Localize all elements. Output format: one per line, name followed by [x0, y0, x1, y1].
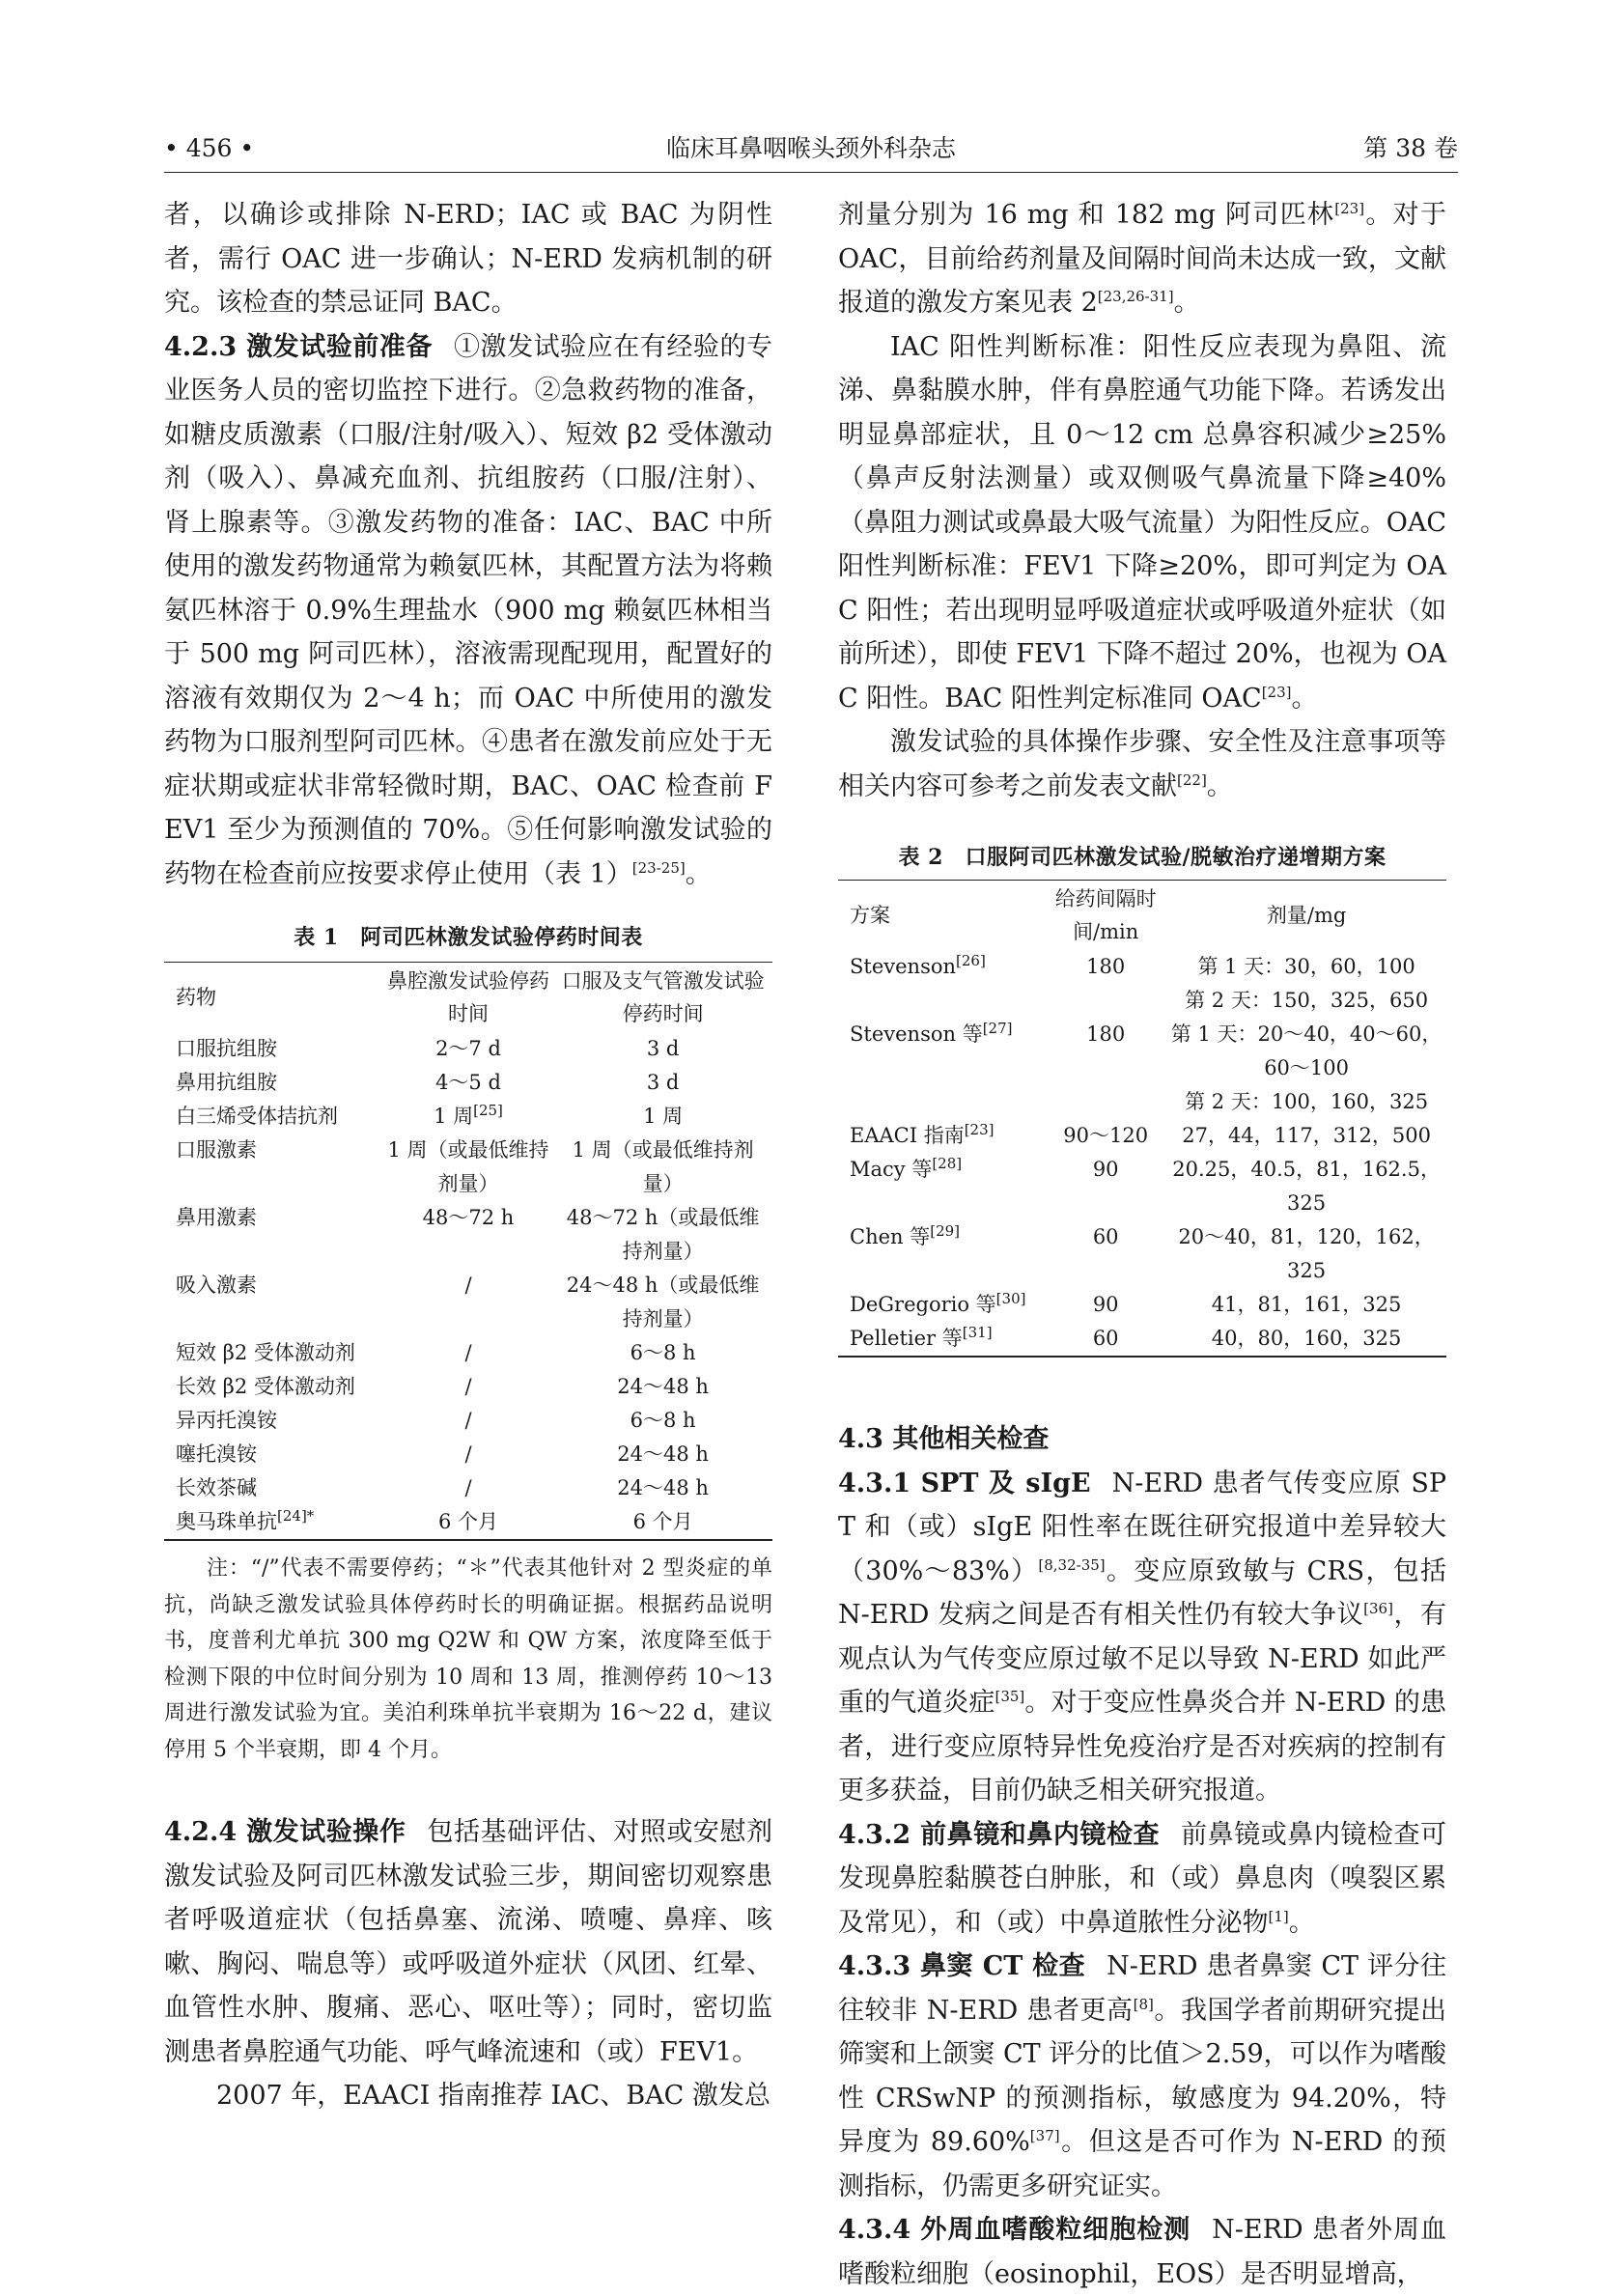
table-row	[838, 1220, 1446, 1288]
citation: [23]	[1334, 200, 1365, 217]
table-row	[164, 1404, 772, 1438]
table-row	[164, 1505, 772, 1540]
dose-line: 第 2 天：100，160，325	[1185, 1090, 1429, 1113]
dose-cell	[1166, 1153, 1446, 1220]
section-4-3-4-heading: 4.3.4 外周血嗜酸粒细胞检测	[838, 2215, 1191, 2245]
table-1-header-drug: 药物	[164, 963, 383, 1033]
dose-cell	[1166, 1220, 1446, 1288]
dose-cell	[1166, 1322, 1446, 1357]
text-run: 。我国学者前期研究提出筛窦和上颌窦 CT 评分的比值＞2.59，可以作为嗜酸性 CRSwNP 的预测指标，敏感度为 94.20%，特异度为 89.60%	[838, 1995, 1447, 2157]
table-row	[838, 1153, 1446, 1220]
drug-cell	[164, 1471, 383, 1505]
drug-cell	[164, 1269, 383, 1336]
text-run: N-ERD 患者气传变应原 SPT 和（或）sIgE 阳性率在既往研究报道中差异较大（30%～83%）	[838, 1468, 1447, 1586]
table-row	[164, 1471, 772, 1505]
drug-cell	[164, 1201, 383, 1269]
paragraph-reference	[838, 720, 1446, 808]
paragraph-continued: 者，以确诊或排除 N-ERD；IAC 或 BAC 为阴性者，需行 OAC 进一步确认；N-ERD 发病机制的研究。该检查的禁忌证同 BAC。	[164, 200, 772, 318]
table-2-header-interval: 给药间隔时间/min	[1045, 881, 1166, 951]
nasal-stop-time: 1 周（或最低维持剂量）	[387, 1138, 549, 1195]
scheme-name: Pelletier 等	[850, 1327, 963, 1350]
oral-stop-cell: 6～8 h	[630, 1341, 696, 1364]
dose-line: 20.25，40.5，81，162.5，325	[1172, 1158, 1441, 1215]
drug-cell	[164, 1066, 383, 1100]
scheme-name: Macy 等	[850, 1158, 933, 1181]
oral-stop-cell: 3 d	[646, 1071, 680, 1094]
scheme-cell	[838, 950, 1045, 1018]
citation: [35]	[995, 1688, 1025, 1705]
interval-cell: 90	[1092, 1158, 1119, 1181]
drug-cell	[164, 1505, 383, 1540]
nasal-stop-cell	[383, 1505, 553, 1540]
citation: [28]	[932, 1155, 963, 1172]
oral-stop-cell: 3 d	[646, 1037, 680, 1060]
drug-name: 口服激素	[176, 1138, 257, 1162]
citation: [31]	[962, 1324, 993, 1341]
nasal-stop-time: /	[464, 1375, 472, 1398]
section-4-3-3	[838, 1945, 1446, 2208]
text-run: N-ERD 患者外周血嗜酸粒细胞（eosinophil，EOS）是否明显增高，	[838, 2215, 1446, 2289]
table-1-title: 表 1 阿司匹林激发试验停药时间表	[294, 925, 643, 950]
journal-name: 临床耳鼻咽喉头颈外科杂志	[665, 134, 956, 162]
nasal-stop-cell	[383, 1438, 553, 1471]
citation: [8,32-35]	[1038, 1555, 1106, 1574]
text-run: 前鼻镜或鼻内镜检查可发现鼻腔黏膜苍白肿胀，和（或）鼻息肉（嗅裂区累及常见），和（或）中鼻道脓性分泌物	[838, 1819, 1447, 1938]
nasal-stop-cell	[383, 1404, 553, 1438]
table-row	[164, 1201, 772, 1269]
table-1-body	[164, 1032, 772, 1540]
table-1-header-nasal: 鼻腔激发试验停药时间	[383, 963, 553, 1033]
oral-stop-cell: 6 个月	[553, 1505, 772, 1540]
drug-name: 异丙托溴铵	[176, 1409, 277, 1432]
dose-line: 27，44，117，312，500	[1182, 1124, 1431, 1147]
interval-cell: 180	[1086, 1022, 1126, 1046]
drug-cell	[164, 1032, 383, 1066]
running-header	[164, 133, 1458, 174]
oral-stop-cell: 48～72 h（或最低维持剂量）	[566, 1206, 760, 1263]
text-run: N-ERD 患者鼻窦 CT 评分往往较非 N-ERD 患者更高	[838, 1951, 1446, 2026]
oral-stop-cell: 24～48 h	[617, 1375, 709, 1398]
section-4-3-4	[838, 2208, 1446, 2296]
dose-line: 41，81，161，325	[1211, 1293, 1402, 1316]
spacer	[164, 1768, 772, 1810]
nasal-stop-time: /	[464, 1274, 472, 1297]
drug-cell	[164, 1438, 383, 1471]
drug-cell	[164, 1134, 383, 1201]
oral-stop-cell: 6～8 h	[630, 1409, 696, 1432]
section-4-3-2	[838, 1813, 1446, 1946]
drug-name: 吸入激素	[176, 1274, 257, 1297]
scheme-cell	[838, 1018, 1045, 1119]
citation: [25]	[473, 1102, 503, 1119]
table-row	[164, 1066, 772, 1100]
nasal-stop-cell	[383, 1134, 553, 1201]
table-2-header-scheme: 方案	[838, 881, 1045, 951]
section-4-3-1	[838, 1462, 1446, 1813]
scheme-cell	[838, 1153, 1045, 1220]
scheme-cell	[838, 1322, 1045, 1357]
nasal-stop-cell	[383, 1336, 553, 1370]
table-row	[164, 1336, 772, 1370]
interval-cell: 90～120	[1063, 1124, 1149, 1147]
table-row	[164, 1134, 772, 1201]
table-1	[164, 962, 772, 1541]
spacer	[164, 896, 772, 923]
dose-cell	[1166, 1018, 1446, 1119]
nasal-stop-time: 48～72 h	[422, 1206, 515, 1229]
text-run: 。变应原致敏与 CRS，包括 N-ERD 发病之间是否有相关性仍有较大争议	[838, 1555, 1446, 1630]
oral-stop-cell: 1 周（或最低维持剂量）	[572, 1138, 754, 1195]
nasal-stop-time: 6 个月	[437, 1510, 499, 1533]
oral-stop-cell: 1 周	[643, 1105, 684, 1128]
section-4-2-4-heading: 4.2.4 激发试验操作	[164, 1817, 406, 1847]
table-row	[164, 1032, 772, 1066]
dose-line: 第 2 天：150，325，650	[1185, 989, 1429, 1012]
nasal-stop-cell	[383, 1370, 553, 1404]
drug-name: 鼻用抗组胺	[176, 1071, 277, 1094]
table-row	[838, 1119, 1446, 1153]
text-run: ，有观点认为气传变应原过敏不足以导致 N-ERD 如此严重的气道炎症	[838, 1600, 1446, 1718]
section-4-3-1-heading: 4.3.1 SPT 及 sIgE	[838, 1468, 1091, 1498]
drug-cell	[164, 1336, 383, 1370]
nasal-stop-time: /	[464, 1341, 472, 1364]
scheme-name: DeGregorio 等	[850, 1293, 996, 1316]
table-1-note: 注：“/”代表不需要停药；“＊”代表其他针对 2 型炎症的单抗，尚缺乏激发试验具体停药时长的明确证据。根据药品说明书，度普利尤单抗 300 mg Q2W 和 QW 方案，浓度降至低于检测下限的中位时间分别为 10 周和 13 周，推测停药 10～13 周进行激发试验为宜。美泊利珠单抗半衰期为 16～22 d，建议停用 5 个半衰期，即 4 个月。	[164, 1556, 772, 1762]
citation: [37]	[1029, 2127, 1060, 2144]
interval-cell: 60	[1045, 1322, 1166, 1357]
punctuation: 。	[1288, 1907, 1315, 1938]
drug-cell	[164, 1370, 383, 1404]
citation: [36]	[1363, 1600, 1393, 1617]
oral-stop-cell: 24～48 h	[617, 1442, 709, 1466]
scheme-name: EAACI 指南	[850, 1124, 965, 1147]
nasal-stop-time: 2～7 d	[435, 1037, 501, 1060]
right-column	[838, 193, 1446, 2296]
citation: [23]	[964, 1121, 995, 1138]
citation: [8]	[1133, 1995, 1154, 2013]
citation: [22]	[1177, 770, 1207, 789]
oral-stop-cell: 24～48 h	[617, 1476, 709, 1499]
punctuation: 。	[1173, 288, 1200, 318]
scheme-cell	[838, 1119, 1045, 1153]
citation: [26]	[956, 952, 986, 969]
citation: [29]	[930, 1222, 961, 1240]
drug-name: 长效茶碱	[176, 1476, 257, 1499]
section-4-2-3-heading: 4.2.3 激发试验前准备	[164, 331, 433, 362]
spacer	[838, 808, 1446, 843]
section-4-2-4-body: 包括基础评估、对照或安慰剂激发试验及阿司匹林激发试验三步，期间密切观察患者呼吸道症状（包括鼻塞、流涕、喷嚏、鼻痒、咳嗽、胸闷、喘息等）或呼吸道外症状（风团、红晕、血管性水肿、腹痛、恶心、呕吐等）；同时，密切监测患者鼻腔通气功能、呼气峰流速和（或）FEV1。	[164, 1817, 772, 2067]
oral-stop-cell: 24～48 h（或最低维持剂量）	[566, 1274, 760, 1330]
scheme-cell	[838, 1288, 1045, 1322]
text-run: 激发试验的具体操作步骤、安全性及注意事项等相关内容可参考之前发表文献	[838, 727, 1446, 801]
dose-line: 40，80，160，325	[1211, 1327, 1402, 1350]
nasal-stop-cell	[383, 1471, 553, 1505]
paragraph-positive-criteria	[838, 325, 1446, 721]
nasal-stop-cell	[383, 1269, 553, 1336]
text-run: 。对于变应性鼻炎合并 N-ERD 的患者，进行变应原特异性免疫治疗是否对疾病的控制有更多获益，目前仍缺乏相关研究报道。	[838, 1688, 1446, 1806]
citation: [27]	[982, 1020, 1013, 1037]
nasal-stop-time: 4～5 d	[435, 1071, 501, 1094]
dose-cell	[1166, 950, 1446, 1018]
drug-name: 鼻用激素	[176, 1206, 257, 1229]
nasal-stop-cell	[383, 1066, 553, 1100]
drug-cell	[164, 1100, 383, 1134]
drug-name: 噻托溴铵	[176, 1442, 257, 1466]
punctuation: 。	[685, 858, 712, 889]
interval-cell: 60	[1092, 1225, 1119, 1248]
nasal-stop-time: /	[464, 1476, 472, 1499]
dose-cell	[1166, 1119, 1446, 1153]
drug-name: 奥马珠单抗	[176, 1510, 277, 1533]
section-4-2-3	[164, 325, 772, 897]
nasal-stop-time: 1 周	[434, 1105, 474, 1128]
table-row	[838, 1322, 1446, 1357]
nasal-stop-time: /	[464, 1409, 472, 1432]
nasal-stop-time: /	[464, 1442, 472, 1466]
drug-name: 短效 β2 受体激动剂	[176, 1341, 355, 1364]
section-4-2-3-body: ①激发试验应在有经验的专业医务人员的密切监控下进行。②急救药物的准备，如糖皮质激素（口服/注射/吸入）、短效 β2 受体激动剂（吸入）、鼻减充血剂、抗组胺药（口服/注射）、肾上腺素等。③激发药物的准备：IAC、BAC 中所使用的激发药物通常为赖氨匹林，其配置方法为将赖氨匹林溶于 0.9%生理盐水（900 mg 赖氨匹林相当于 500 mg 阿司匹林），溶液需现配现用，配置好的溶液有效期仅为 2～4 h；而 OAC 中所使用的激发药物为口服剂型阿司匹林。④患者在激发前应处于无症状期或症状非常轻微时期，BAC、OAC 检查前 FEV1 至少为预测值的 70%。⑤任何影响激发试验的药物在检查前应按要求停止使用（表 1）	[164, 331, 773, 889]
table-row	[838, 950, 1446, 1018]
paragraph-2007: 2007 年，EAACI 指南推荐 IAC、BAC 激发总	[216, 2081, 770, 2111]
scheme-name: Stevenson	[850, 955, 957, 978]
interval-cell: 90	[1092, 1293, 1119, 1316]
dose-line: 第 1 天：20～40，40～60，60～100	[1170, 1022, 1443, 1079]
nasal-stop-cell	[383, 1100, 553, 1134]
section-4-3-2-heading: 4.3.2 前鼻镜和鼻内镜检查	[838, 1819, 1161, 1850]
citation: [23-25]	[631, 858, 686, 877]
table-row	[164, 1370, 772, 1404]
table-2-body	[838, 950, 1446, 1357]
section-4-2-4	[164, 1810, 772, 2074]
table-row	[838, 1288, 1446, 1322]
table-row	[164, 1269, 772, 1336]
table-row	[164, 1100, 772, 1134]
citation: [30]	[995, 1290, 1026, 1307]
paragraph-dose	[838, 193, 1446, 325]
drug-name: 口服抗组胺	[176, 1037, 277, 1060]
left-column	[164, 193, 772, 2118]
citation: [23]	[1261, 683, 1292, 701]
header-rule	[164, 172, 1458, 173]
volume-number: 第 38 卷	[1363, 134, 1458, 162]
table-2-title: 表 2 口服阿司匹林激发试验/脱敏治疗递增期方案	[898, 845, 1387, 870]
table-1-header-oral: 口服及支气管激发试验停药时间	[553, 963, 772, 1033]
dose-line: 第 1 天：30，60，100	[1197, 955, 1415, 978]
text-run: 。但这是否可作为 N-ERD 的预测指标，仍需更多研究证实。	[838, 2127, 1446, 2201]
scheme-cell	[838, 1220, 1045, 1288]
scheme-name: Stevenson 等	[850, 1022, 983, 1046]
nasal-stop-cell	[383, 1032, 553, 1066]
dose-cell	[1166, 1288, 1446, 1322]
citation: [24]*	[277, 1507, 315, 1525]
dose-line: 20～40，81，120，162，325	[1178, 1225, 1435, 1282]
punctuation: 。	[1206, 770, 1233, 801]
scheme-name: Chen 等	[850, 1225, 931, 1248]
text-run: IAC 阳性判断标准：阳性反应表现为鼻阻、流涕、鼻黏膜水肿，伴有鼻腔通气功能下降。若诱发出明显鼻部症状，且 0～12 cm 总鼻容积减少≥25%（鼻声反射法测量）或双侧吸气鼻流量下降≥40%（鼻阻力测试或鼻最大吸气流量）为阳性反应。OAC 阳性判断标准：FEV1 下降≥20%，即可判定为 OAC 阳性；若出现明显呼吸道症状或呼吸道外症状（如前所述），即使 FEV1 下降不超过 20%，也视为 OAC 阳性。BAC 阳性判定标准同 OAC	[838, 331, 1446, 714]
citation: [1]	[1268, 1907, 1289, 1925]
nasal-stop-cell	[383, 1201, 553, 1269]
drug-name: 白三烯受体拮抗剂	[176, 1105, 338, 1128]
text-run: 剂量分别为 16 mg 和 182 mg 阿司匹林	[838, 200, 1335, 230]
drug-cell	[164, 1404, 383, 1438]
table-2-header-dose: 剂量/mg	[1166, 881, 1446, 951]
section-4-3-3-heading: 4.3.3 鼻窦 CT 检查	[838, 1951, 1086, 1981]
interval-cell: 180	[1086, 955, 1126, 978]
page-number: • 456 •	[164, 134, 255, 162]
drug-name: 长效 β2 受体激动剂	[176, 1375, 355, 1398]
punctuation: 。	[1291, 683, 1318, 714]
text-run: 。对于 OAC，目前给药剂量及间隔时间尚未达成一致，文献报道的激发方案见表 2	[838, 200, 1446, 318]
table-row	[838, 1018, 1446, 1119]
citation: [23,26-31]	[1097, 288, 1174, 305]
section-4-3-heading: 4.3 其他相关检查	[838, 1424, 1050, 1454]
table-2	[838, 880, 1446, 1358]
spacer	[838, 1358, 1446, 1417]
table-row	[164, 1438, 772, 1471]
